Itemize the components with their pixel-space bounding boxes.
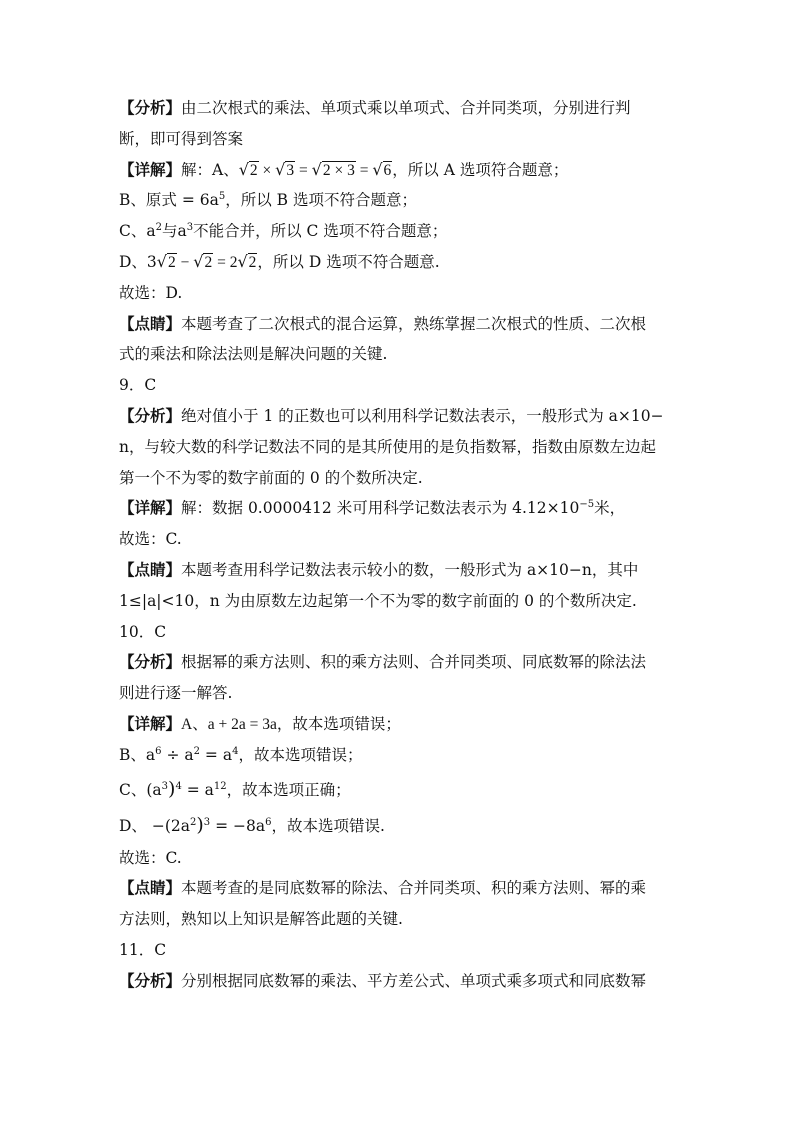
question-number: 11．C (119, 940, 167, 959)
text-line: D、3√2 − √2 = 2√2，所以 D 选项不符合题意. (119, 247, 679, 278)
square-root: √3 (275, 159, 295, 179)
text-line: 故选：C. (119, 530, 182, 549)
section-heading: 【分析】 (119, 406, 182, 425)
text-line: 式的乘法和除法法则是解决问题的关键. (119, 345, 388, 364)
square-root: √2 (156, 251, 176, 271)
question-number: 9．C (119, 376, 157, 395)
text-line: 【分析】根据幂的乘方法则、积的乘方法则、合并同类项、同底数幂的除法法 (119, 653, 647, 672)
text-line: C、$(a^3)^4 = a^{12}$，故本选项正确； (119, 777, 351, 800)
text-line: B、原式 = $6a^5$，所以 B 选项不符合题意； (119, 191, 417, 210)
text-line: 故选：D. (119, 283, 183, 302)
text-line: 【分析】绝对值小于 1 的正数也可以利用科学记数法表示，一般形式为 a×10− (119, 406, 664, 425)
section-heading: 【分析】 (119, 971, 182, 990)
text-line: 【详解】A、a + 2a = 3a，故本选项错误； (119, 714, 401, 733)
section-heading: 【分析】 (119, 653, 182, 672)
text-line: 【分析】分别根据同底数幂的乘法、平方差公式、单项式乘多项式和同底数幂 (119, 971, 647, 990)
section-heading: 【详解】 (119, 714, 182, 733)
square-root: √2 (237, 251, 257, 271)
text-line: 则进行逐一解答. (119, 684, 233, 703)
square-root: √6 (372, 159, 392, 179)
square-root: √2 (193, 251, 213, 271)
text-line: 第一个不为零的数字前面的 0 的个数所决定. (119, 468, 423, 487)
square-root: √2 × 3 (311, 159, 355, 179)
text-line: n，与较大数的科学记数法不同的是其所使用的是负指数幂，指数由原数左边起 (119, 437, 656, 456)
text-line: 断，即可得到答案 (119, 129, 244, 148)
text-line: 1≤|a|<10，n 为由原数左边起第一个不为零的数字前面的 0 的个数所决定. (119, 591, 637, 610)
section-heading: 【分析】 (119, 99, 182, 117)
section-heading: 【点睛】 (119, 560, 182, 579)
text-line: 【详解】解：A、√2 × √3 = √2 × 3 = √6，所以 A 选项符合题意； (119, 155, 679, 186)
text-line: 【点睛】本题考查的是同底数幂的除法、合并同类项、积的乘方法则、幂的乘 (119, 879, 647, 898)
text-line: 【分析】由二次根式的乘法、单项式乘以单项式、合并同类项，分别进行判 (119, 99, 631, 117)
square-root: √2 (238, 159, 258, 179)
section-heading: 【详解】 (119, 160, 182, 179)
question-number: 10．C (119, 622, 167, 641)
text-line: D、 $-(2a^2)^3 = -8a^6$，故本选项错误. (119, 813, 385, 836)
section-heading: 【详解】 (119, 499, 182, 518)
section-heading: 【点睛】 (119, 879, 182, 898)
text-line: B、$a^6 \div a^2 = a^4$，故本选项错误； (119, 745, 363, 764)
text-line: 方法则，熟知以上知识是解答此题的关键. (119, 910, 403, 929)
text-line: 【点睛】本题考查用科学记数法表示较小的数，一般形式为 a×10−n，其中 (119, 560, 639, 579)
solution-text (119, 93, 679, 997)
text-line: C、$a^2$与$a^3$不能合并，所以 C 选项不符合题意； (119, 222, 448, 241)
text-line: 【点睛】本题考查了二次根式的混合运算，熟练掌握二次根式的性质、二次根 (119, 314, 647, 333)
section-heading: 【点睛】 (119, 314, 182, 333)
text-line: 【详解】解：数据 0.0000412 米可用科学记数法表示为 $4.12\times 10^{-5}$米， (119, 499, 626, 518)
text-line: 故选：C. (119, 848, 182, 867)
